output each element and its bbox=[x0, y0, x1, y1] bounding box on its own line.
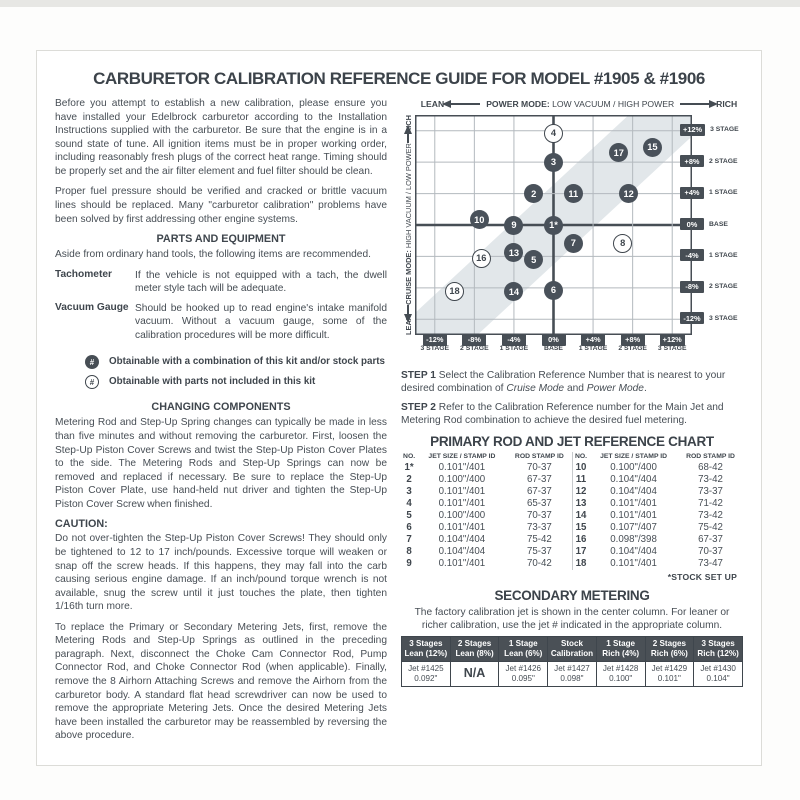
primary-table-row bbox=[573, 486, 743, 498]
percent-badge: +4% bbox=[680, 187, 704, 199]
calibration-chart bbox=[401, 99, 743, 361]
primary-table-row bbox=[401, 558, 572, 570]
secondary-metering-table bbox=[401, 636, 743, 687]
primary-table-row bbox=[401, 486, 572, 498]
stage-label: 2 STAGE bbox=[460, 345, 489, 352]
cell-rod-stamp: 71-42 bbox=[698, 498, 723, 510]
stage-label: 1 STAGE bbox=[499, 345, 529, 352]
secondary-column-header bbox=[645, 637, 694, 661]
primary-table-row bbox=[401, 534, 572, 546]
secondary-metering-description: The factory calibration jet is shown in the center column. For leaner or richer calibration, use the jet # indicated in the appropriate column. bbox=[414, 606, 730, 632]
cell-no: 7 bbox=[406, 534, 412, 546]
caution-paragraph: Do not over-tighten the Step-Up Piston Cover Screws! They should only be tightened to 12 to 17 inch/pounds. Excessive torque will weaken or snap off the screw heads. If this happens, they may fall into the carb causing serious engine damage. If an inch/pound torque wrench is not available, snug the screw until it just touches the plate, then tighten 1/16th turn more. bbox=[55, 533, 387, 613]
right-axis-label bbox=[680, 155, 738, 167]
secondary-value-cell bbox=[548, 661, 597, 686]
power-mode-axis bbox=[415, 99, 743, 109]
secondary-value-cell bbox=[645, 661, 694, 686]
primary-table-row bbox=[401, 510, 572, 522]
arrow-left-icon bbox=[450, 103, 480, 105]
calibration-point-16: 16 bbox=[472, 249, 491, 268]
stage-label: 1 STAGE bbox=[709, 251, 738, 259]
primary-column-header: JET SIZE / STAMP ID bbox=[600, 452, 668, 460]
right-axis-label bbox=[680, 312, 738, 324]
primary-table-row bbox=[573, 474, 743, 486]
tool-description: If the vehicle is not equipped with a tach, the dwell meter style tach will be adequate. bbox=[135, 269, 387, 295]
cell-rod-stamp: 73-42 bbox=[698, 510, 723, 522]
primary-reference-table bbox=[401, 452, 743, 570]
cell-no: 15 bbox=[575, 522, 587, 534]
cell-rod-stamp: 67-37 bbox=[526, 474, 552, 486]
cell-jet-size: 0.101"/401 bbox=[610, 498, 657, 510]
primary-table-row bbox=[401, 474, 572, 486]
percent-badge: +8% bbox=[621, 334, 645, 346]
calibration-point-4: 4 bbox=[544, 124, 563, 143]
cell-jet-size: 0.101"/401 bbox=[438, 558, 486, 570]
two-column-layout bbox=[55, 97, 743, 750]
stage-label: 3 STAGE bbox=[420, 345, 450, 352]
stage-label: 2 STAGE bbox=[709, 157, 738, 165]
primary-table-row bbox=[573, 558, 743, 570]
primary-table-row bbox=[573, 510, 743, 522]
header-line-1: 2 Stages bbox=[457, 639, 492, 649]
parts-intro: Aside from ordinary hand tools, the following items are recommended. bbox=[55, 249, 371, 261]
calibration-point-17: 17 bbox=[609, 143, 628, 162]
replace-jets-paragraph: To replace the Primary or Secondary Metering Jets, first, remove the Metering Rods and Step-Up Springs as outlined in the preceding paragraph. Next, disconnect the Choke Cam Connector Rod, Pump Connector Rod, and Choke Connector Rod (when applicable). Finally, remove the 8 Airhorn Attaching Screws and remove the Airhorn from the carburetor body. A standard flat head screwdriver can now be used to remove the appropriate Metering Jets. Once the desired Metering Jets have been installed the carburetor may be reassembled by reversing the above procedure. bbox=[55, 621, 387, 742]
stage-label: 3 STAGE bbox=[709, 314, 738, 322]
jet-size: 0.101" bbox=[657, 673, 681, 683]
cell-no: 12 bbox=[575, 486, 587, 498]
cell-rod-stamp: 67-37 bbox=[526, 486, 552, 498]
percent-badge: -12% bbox=[680, 312, 704, 324]
cell-rod-stamp: 75-37 bbox=[526, 546, 552, 558]
percent-badge: -8% bbox=[462, 334, 486, 346]
step-text: Cruise Mode bbox=[506, 383, 565, 395]
cell-no: 18 bbox=[575, 558, 587, 570]
calibration-point-9: 9 bbox=[504, 216, 523, 235]
step-text: Power Mode bbox=[586, 383, 644, 395]
primary-table-row bbox=[401, 462, 572, 474]
cell-rod-stamp: 70-37 bbox=[698, 546, 723, 558]
cell-rod-stamp: 70-37 bbox=[526, 510, 552, 522]
primary-table-row bbox=[573, 462, 743, 474]
jet-number: Jet #1427 bbox=[554, 663, 590, 673]
cell-jet-size: 0.101"/401 bbox=[438, 486, 486, 498]
stage-label: 3 STAGE bbox=[657, 345, 687, 352]
secondary-column-header bbox=[450, 637, 499, 661]
percent-badge: +8% bbox=[680, 155, 704, 167]
legend-item bbox=[85, 376, 387, 389]
calibration-point-14: 14 bbox=[504, 282, 523, 301]
cell-jet-size: 0.098"/398 bbox=[610, 534, 657, 546]
cell-jet-size: 0.101"/401 bbox=[438, 522, 486, 534]
header-line-2: Rich (4%) bbox=[602, 649, 640, 659]
right-axis-label bbox=[680, 281, 738, 293]
symbol-legend bbox=[55, 356, 387, 389]
filled-circle-hash-icon: # bbox=[85, 355, 99, 369]
step-text: Refer to the Calibration Reference number for the Main Jet and Metering Rod combination to achieve the desired fuel metering. bbox=[401, 401, 724, 427]
cell-no: 6 bbox=[406, 522, 412, 534]
right-axis-label bbox=[680, 218, 728, 230]
primary-table-row bbox=[401, 498, 572, 510]
cell-rod-stamp: 70-37 bbox=[526, 462, 552, 474]
outline-circle-hash-icon: # bbox=[85, 375, 99, 389]
arrow-up-icon bbox=[407, 133, 409, 143]
cell-no: 4 bbox=[406, 498, 412, 510]
jet-number: Jet #1430 bbox=[700, 663, 736, 673]
primary-column-header: ROD STAMP ID bbox=[686, 452, 735, 460]
percent-badge: 0% bbox=[542, 334, 566, 346]
percent-badge: +12% bbox=[680, 124, 705, 136]
jet-number: Jet #1426 bbox=[505, 663, 542, 673]
steps-block bbox=[401, 369, 743, 428]
jet-number: Jet #1429 bbox=[651, 663, 688, 673]
cell-jet-size: 0.100"/400 bbox=[438, 510, 486, 522]
cell-jet-size: 0.100"/400 bbox=[438, 474, 486, 486]
primary-column-header: JET SIZE / STAMP ID bbox=[428, 452, 496, 460]
parts-equipment-heading: PARTS AND EQUIPMENT bbox=[156, 233, 286, 246]
power-axis-rich-label: RICH bbox=[716, 99, 738, 109]
right-axis-label bbox=[680, 124, 739, 136]
arrow-down-icon bbox=[407, 305, 409, 315]
changing-components-paragraph: Metering Rod and Step-Up Spring changes can typically be made in less than five minutes and without removing the carburetor. First, loosen the Step-Up Piston Cover Screws and twist the Step-Up Piston Cover Plates to the side. The Metering Rods and Step-Up Springs can now be removed and replaced if necessary. Be sure to replace the Step-Up Piston Cover Plate, use hand-held nut driver and tighten the Step-Up Piston Cover Screw when finished. bbox=[55, 417, 387, 510]
header-line-1: 1 Stage bbox=[606, 639, 636, 649]
cell-jet-size: 0.104"/404 bbox=[610, 546, 657, 558]
percent-badge: -4% bbox=[680, 249, 704, 261]
cell-rod-stamp: 73-37 bbox=[526, 522, 552, 534]
percent-badge: 0% bbox=[680, 218, 704, 230]
legend-text: Obtainable with parts not included in this kit bbox=[109, 376, 316, 388]
stock-setup-note: *STOCK SET UP bbox=[667, 571, 737, 582]
cruise-axis-lean-label: LEAN bbox=[403, 314, 413, 335]
chart-plot-area bbox=[415, 115, 692, 335]
tool-name: Tachometer bbox=[55, 268, 112, 280]
cell-no: 5 bbox=[406, 510, 412, 522]
not-available-value: N/A bbox=[463, 666, 486, 681]
calibration-point-3: 3 bbox=[544, 153, 563, 172]
cell-no: 8 bbox=[406, 546, 412, 558]
photo-top-edge bbox=[0, 0, 800, 7]
secondary-value-row bbox=[402, 661, 743, 686]
tool-item bbox=[55, 269, 387, 296]
chart-middle-row bbox=[401, 115, 743, 335]
cell-jet-size: 0.101"/401 bbox=[610, 510, 657, 522]
cell-jet-size: 0.101"/401 bbox=[610, 558, 657, 570]
header-line-2: Rich (12%) bbox=[697, 649, 739, 659]
document-sheet bbox=[36, 50, 762, 766]
step-label: STEP 1 bbox=[401, 370, 439, 381]
cell-jet-size: 0.100"/400 bbox=[610, 462, 657, 474]
stage-label: 3 STAGE bbox=[710, 126, 739, 134]
secondary-column-header bbox=[402, 637, 451, 661]
cell-no: 9 bbox=[406, 558, 412, 570]
cell-rod-stamp: 73-42 bbox=[698, 474, 723, 486]
jet-number: Jet #1428 bbox=[602, 663, 639, 673]
stage-label: BASE bbox=[544, 345, 563, 352]
power-axis-title-bold: POWER MODE: bbox=[486, 99, 550, 109]
cell-rod-stamp: 70-42 bbox=[526, 558, 552, 570]
primary-column-header: NO. bbox=[574, 452, 588, 460]
calibration-point-12: 12 bbox=[619, 184, 638, 203]
cell-jet-size: 0.104"/404 bbox=[438, 534, 486, 546]
cruise-axis-rich-label: RICH bbox=[403, 115, 413, 134]
legend-text: Obtainable with a combination of this kit and/or stock parts bbox=[109, 356, 385, 368]
cell-jet-size: 0.101"/401 bbox=[438, 462, 486, 474]
percent-badge: -4% bbox=[502, 334, 526, 346]
power-axis-title bbox=[486, 99, 674, 109]
cell-rod-stamp: 73-47 bbox=[698, 558, 723, 570]
calibration-point-5: 5 bbox=[524, 250, 543, 269]
step-paragraph bbox=[401, 369, 743, 396]
calibration-point-2: 2 bbox=[524, 184, 543, 203]
left-column bbox=[55, 97, 387, 750]
primary-table-row bbox=[573, 498, 743, 510]
secondary-column-header bbox=[548, 637, 597, 661]
legend-item bbox=[85, 356, 387, 369]
jet-size: 0.098" bbox=[560, 673, 584, 683]
primary-header-row bbox=[573, 452, 743, 462]
primary-table-row bbox=[401, 546, 572, 558]
cell-no: 2 bbox=[406, 474, 412, 486]
cell-rod-stamp: 68-42 bbox=[698, 462, 723, 474]
calibration-point-6: 6 bbox=[544, 281, 563, 300]
cell-jet-size: 0.104"/404 bbox=[610, 486, 657, 498]
calibration-point-7: 7 bbox=[564, 234, 583, 253]
primary-header-row bbox=[401, 452, 572, 462]
calibration-point-15: 15 bbox=[643, 138, 662, 157]
header-line-1: 3 Stages bbox=[701, 639, 735, 649]
header-line-2: Rich (6%) bbox=[650, 649, 688, 659]
percent-badge: -12% bbox=[423, 334, 447, 346]
step-label: STEP 2 bbox=[401, 401, 439, 413]
arrow-right-icon bbox=[680, 103, 710, 105]
tool-item bbox=[55, 302, 387, 343]
header-line-1: 1 Stage bbox=[508, 639, 538, 649]
right-column bbox=[401, 97, 743, 750]
primary-table-right-half bbox=[572, 452, 743, 570]
jet-size: 0.104" bbox=[706, 673, 730, 683]
percent-badge: -8% bbox=[680, 281, 704, 293]
secondary-header-row bbox=[402, 637, 743, 661]
primary-table-row bbox=[573, 534, 743, 546]
cell-jet-size: 0.107"/407 bbox=[610, 522, 657, 534]
step-text: Select the Calibration Reference Number that is nearest to your desired combination of bbox=[401, 370, 726, 395]
stage-label: 1 STAGE bbox=[578, 345, 608, 352]
cell-rod-stamp: 75-42 bbox=[526, 534, 552, 546]
primary-column-header: ROD STAMP ID bbox=[514, 452, 564, 460]
cruise-axis-title bbox=[404, 143, 413, 305]
step-text: . bbox=[643, 383, 647, 395]
primary-column-header: NO. bbox=[403, 452, 416, 460]
cell-no: 13 bbox=[575, 498, 587, 510]
intro-paragraph-1: Before you attempt to establish a new calibration, please ensure you have installed your Edelbrock carburetor according to the Installation Instructions supplied with the carburetor. Be sure that the engine is in a sound state of tune. All ignition items must be in proper working order, including reasonably fresh plugs of the correct heat range. Timing should be properly set and the air filter element and fuel filter should be clean. bbox=[55, 98, 387, 177]
stage-label: BASE bbox=[709, 220, 728, 228]
stage-label: 2 STAGE bbox=[709, 283, 738, 291]
jet-number: Jet #1425 bbox=[408, 663, 444, 673]
secondary-column-header bbox=[499, 637, 548, 661]
secondary-metering-heading: SECONDARY METERING bbox=[494, 587, 650, 603]
power-axis-title-rest: LOW VACUUM / HIGH POWER bbox=[549, 99, 675, 109]
step-text: and bbox=[564, 383, 587, 395]
jet-size: 0.095" bbox=[511, 673, 535, 683]
right-axis-label bbox=[680, 249, 738, 261]
cell-jet-size: 0.104"/404 bbox=[610, 474, 657, 486]
primary-chart-heading: PRIMARY ROD AND JET REFERENCE CHART bbox=[430, 433, 714, 449]
cell-no: 14 bbox=[575, 510, 587, 522]
intro-paragraph-2: Proper fuel pressure should be verified and cracked or brittle vacuum lines should be replaced. Many "carburetor calibration" problems have been solved by first addressing other engine systems. bbox=[55, 186, 387, 225]
chart-right-labels bbox=[683, 115, 743, 335]
jet-size: 0.100" bbox=[609, 673, 633, 683]
header-line-2: Lean (8%) bbox=[455, 649, 494, 659]
calibration-point-10: 10 bbox=[470, 210, 489, 229]
percent-badge: +12% bbox=[660, 334, 685, 346]
primary-table-left-half bbox=[401, 452, 572, 570]
tool-name: Vacuum Gauge bbox=[55, 301, 129, 313]
stage-label: 1 STAGE bbox=[709, 189, 738, 197]
cruise-mode-axis-inner bbox=[401, 115, 415, 335]
header-line-2: Lean (12%) bbox=[404, 649, 448, 659]
tool-description: Should be hooked up to read engine's intake manifold vacuum. Without a vacuum gauge, some of the calibration procedures will be more difficult. bbox=[135, 302, 387, 341]
cell-no: 17 bbox=[575, 546, 587, 558]
secondary-value-cell bbox=[499, 661, 548, 686]
page-title: CARBURETOR CALIBRATION REFERENCE GUIDE FOR MODEL #1905 & #1906 bbox=[93, 69, 705, 88]
cell-no: 11 bbox=[575, 474, 587, 486]
calibration-point-8: 8 bbox=[613, 234, 632, 253]
tools-list bbox=[55, 269, 387, 343]
cruise-axis-title-bold: CRUISE MODE: bbox=[403, 250, 413, 305]
power-axis-lean-label: LEAN bbox=[420, 99, 445, 109]
header-line-2: Lean (6%) bbox=[504, 649, 543, 659]
header-line-1: 3 Stages bbox=[409, 639, 443, 649]
cell-no: 10 bbox=[575, 462, 587, 474]
secondary-value-cell bbox=[450, 661, 499, 686]
jet-size: 0.092" bbox=[414, 673, 438, 683]
cell-rod-stamp: 65-37 bbox=[526, 498, 552, 510]
percent-badge: +4% bbox=[581, 334, 605, 346]
cell-no: 16 bbox=[575, 534, 587, 546]
secondary-value-cell bbox=[596, 661, 645, 686]
secondary-column-header bbox=[694, 637, 743, 661]
cell-rod-stamp: 67-37 bbox=[698, 534, 723, 546]
header-line-1: Stock bbox=[560, 639, 583, 649]
cruise-axis-title-rest: HIGH VACUUM / LOW POWER bbox=[403, 143, 413, 251]
right-axis-label bbox=[680, 187, 738, 199]
changing-components-heading: CHANGING COMPONENTS bbox=[151, 401, 291, 414]
cell-jet-size: 0.104"/404 bbox=[438, 546, 486, 558]
primary-table bbox=[401, 452, 572, 570]
cell-rod-stamp: 73-37 bbox=[698, 486, 723, 498]
cell-no: 1* bbox=[404, 462, 414, 474]
primary-table-row bbox=[573, 546, 743, 558]
secondary-column-header bbox=[596, 637, 645, 661]
stage-label: 2 STAGE bbox=[618, 345, 647, 352]
primary-table bbox=[573, 452, 743, 570]
secondary-value-cell bbox=[402, 661, 451, 686]
calibration-point-1: 1* bbox=[544, 216, 563, 235]
primary-table-row bbox=[401, 522, 572, 534]
primary-table-row bbox=[573, 522, 743, 534]
cell-no: 3 bbox=[406, 486, 412, 498]
cruise-mode-axis bbox=[401, 115, 415, 335]
calibration-point-13: 13 bbox=[504, 243, 523, 262]
secondary-value-cell bbox=[694, 661, 743, 686]
calibration-point-11: 11 bbox=[564, 184, 583, 203]
caution-heading: CAUTION: bbox=[55, 518, 108, 531]
header-line-1: 2 Stages bbox=[652, 639, 687, 649]
calibration-point-18: 18 bbox=[445, 282, 464, 301]
header-line-2: Calibration bbox=[550, 649, 594, 659]
step-paragraph bbox=[401, 401, 743, 428]
cell-jet-size: 0.101"/401 bbox=[438, 498, 486, 510]
chart-bottom-labels bbox=[415, 335, 692, 361]
cell-rod-stamp: 75-42 bbox=[698, 522, 723, 534]
